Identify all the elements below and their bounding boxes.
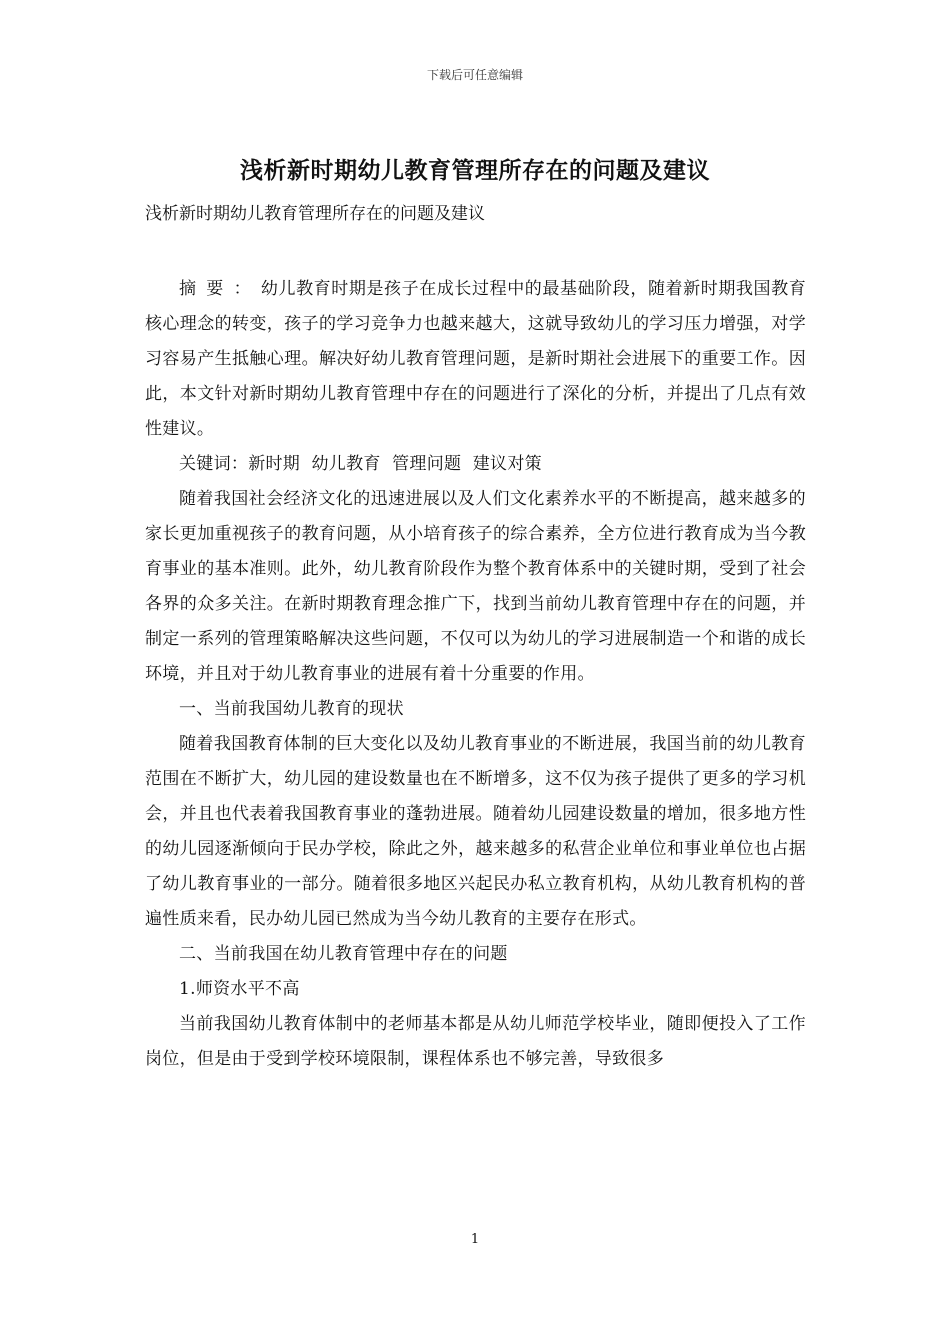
document-body <box>145 197 806 1077</box>
document-title: 浅析新时期幼儿教育管理所存在的问题及建议 <box>240 157 710 184</box>
abstract-label: 摘要： <box>179 279 261 299</box>
header-note: 下载后可任意编辑 <box>426 68 523 82</box>
section1-heading: 一、当前我国幼儿教育的现状 <box>179 699 404 719</box>
abstract-text: 幼儿教育时期是孩子在成长过程中的最基础阶段，随着新时期我国教育核心理念的转变，孩子的学习竞争力也越来越大，这就导致幼儿的学习压力增强，对学习容易产生抵触心理。解决好幼儿教育管理问题，是新时期社会进展下的重要工作。因此，本文针对新时期幼儿教育管理中存在的问题进行了深化的分析，并提出了几点有效性建议。 <box>145 279 806 439</box>
page-number: 1 <box>470 1232 480 1247</box>
section2-heading: 二、当前我国在幼儿教育管理中存在的问题 <box>179 944 508 964</box>
section2-sub1-heading: 1.师资水平不高 <box>179 979 300 999</box>
section2-sub1-paragraph: 当前我国幼儿教育体制中的老师基本都是从幼儿师范学校毕业，随即便投入了工作岗位，但是由于受到学校环境限制，课程体系也不够完善，导致很多 <box>145 1014 806 1069</box>
section1-paragraph: 随着我国教育体制的巨大变化以及幼儿教育事业的不断进展，我国当前的幼儿教育范围在不断扩大，幼儿园的建设数量也在不断增多，这不仅为孩子提供了更多的学习机会，并且也代表着我国教育事业的蓬勃进展。随着幼儿园建设数量的增加，很多地方性的幼儿园逐渐倾向于民办学校，除此之外，越来越多的私营企业单位和事业单位也占据了幼儿教育事业的一部分。随着很多地区兴起民办私立教育机构，从幼儿教育机构的普遍性质来看，民办幼儿园已然成为当今幼儿教育的主要存在形式。 <box>145 734 806 929</box>
keywords-line: 关键词：新时期 幼儿教育 管理问题 建议对策 <box>179 454 542 474</box>
intro-paragraph: 随着我国社会经济文化的迅速进展以及人们文化素养水平的不断提高，越来越多的家长更加重视孩子的教育问题，从小培育孩子的综合素养，全方位进行教育成为当今教育事业的基本准则。此外，幼儿教育阶段作为整个教育体系中的关键时期，受到了社会各界的众多关注。在新时期教育理念推广下，找到当前幼儿教育管理中存在的问题，并制定一系列的管理策略解决这些问题，不仅可以为幼儿的学习进展制造一个和谐的成长环境，并且对于幼儿教育事业的进展有着十分重要的作用。 <box>145 489 806 684</box>
document-subtitle: 浅析新时期幼儿教育管理所存在的问题及建议 <box>145 204 485 224</box>
abstract-paragraph <box>145 272 806 447</box>
